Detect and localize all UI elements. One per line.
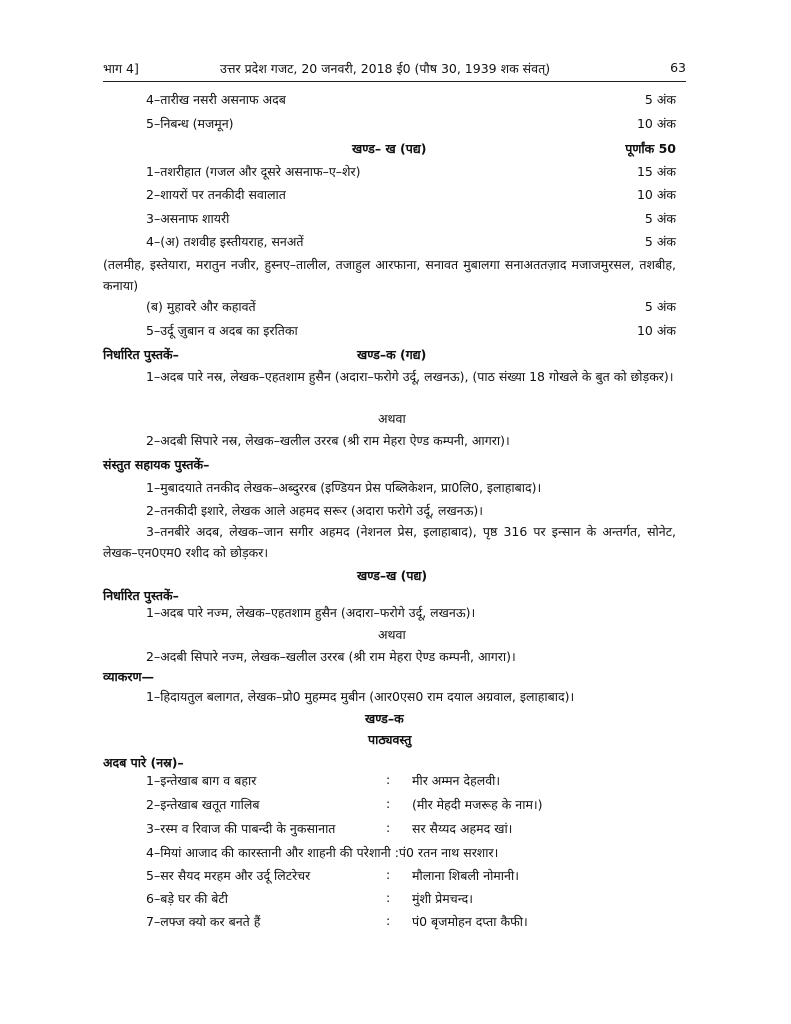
marks-row — [146, 186, 676, 204]
syllabus-item-author: सर सैय्यद अहमद खां। — [412, 821, 513, 836]
syllabus-item-title: 7–लफ्ज क्यो कर बनते हैं — [146, 914, 261, 929]
marks-row — [146, 298, 676, 316]
section-ka-title: खण्ड–क — [365, 711, 404, 726]
syllabus-item — [146, 844, 676, 862]
marks-row-text: 3–असनाफ शायरी — [146, 211, 230, 226]
section-ka-gadya-title: खण्ड–क (गद्य) — [357, 347, 427, 362]
recommended-books-heading: संस्तुत सहायक पुस्तकें– — [103, 457, 210, 472]
syllabus-item-title: 5–सर सैयद मरहम और उर्दू लिटरेचर — [146, 868, 311, 883]
athva-separator: अथवा — [378, 411, 406, 426]
section-kha-total: पूर्णांक 50 — [625, 141, 676, 156]
syllabus-item-title: 6–बड़े घर की बेटी — [146, 891, 228, 906]
grammar-heading: व्याकरण— — [103, 669, 155, 684]
header-part-label: भाग 4] — [103, 61, 139, 76]
marks-row-text: 4–(अ) तशवीह इस्तीयराह, सनअतें — [146, 234, 304, 249]
prescribed-books-heading: निर्धारित पुस्तकें– — [103, 347, 179, 362]
marks-row-text: 5–उर्दू ज़ुबान व अदब का इरतिका — [146, 323, 298, 338]
marks-row — [146, 322, 676, 340]
prescribed-books-heading-2: निर्धारित पुस्तकें– — [103, 588, 179, 603]
header-page-number: 63 — [670, 60, 686, 75]
syllabus-item-colon: : — [386, 796, 391, 811]
marks-row — [146, 91, 676, 109]
marks-row-marks: 5 अंक — [644, 299, 676, 314]
syllabus-item-author: मीर अम्मन देहलवी। — [412, 773, 501, 788]
marks-row-text: (ब) मुहावरे और कहावतें — [146, 299, 256, 314]
padya-book-2: 2–अदबी सिपारे नज्म, लेखक–खलील उररब (श्री राम मेहरा ऐण्ड कम्पनी, आगरा)। — [146, 649, 516, 664]
syllabus-item-colon: : — [386, 890, 391, 905]
marks-row-text: 5–निबन्ध (मजमून) — [146, 116, 234, 131]
syllabus-item — [146, 796, 676, 814]
marks-row — [146, 233, 676, 251]
syllabus-item-title: 1–इन्तेखाब बाग व बहार — [146, 773, 257, 788]
syllabus-item-author: पं0 बृजमोहन दप्ता कैफी। — [412, 914, 528, 929]
marks-row-marks: 10 अंक — [636, 116, 676, 131]
header-rule — [103, 81, 686, 82]
prescribed-book-1: 1–अदब पारे नस्र, लेखक–एहतशाम हुसैन (अदारा–फरोगे उर्दू, लखनऊ), (पाठ संख्या 18 गोखले के बुत को छोड़कर)। — [146, 369, 674, 384]
syllabus-item — [146, 913, 676, 931]
syllabus-item-colon: : — [386, 820, 391, 835]
marks-row-text: 2–शायरों पर तनकीदी सवालात — [146, 187, 286, 202]
marks-row-marks: 5 अंक — [644, 92, 676, 107]
syllabus-item-colon: : — [386, 913, 391, 928]
marks-row-text: 1–तशरीहात (गजल और दूसरे असनाफ–ए–शेर) — [146, 164, 361, 179]
syllabus-item-author: मुंशी प्रेमचन्द। — [412, 891, 473, 906]
adab-pare-heading: अदब पारे (नस्र)– — [103, 755, 184, 770]
page-header — [103, 60, 686, 78]
figures-of-speech-list: (तलमीह, इस्तेयारा, मरातुन नजीर, हुस्नए–तालील, तजाहुल आरफाना, सनावत मुबालगा सनाअततज़ाद मजाजमुरसल, तशबीह, कनाया) — [103, 257, 676, 293]
syllabus-item-colon: : — [386, 772, 391, 787]
syllabus-item — [146, 772, 676, 790]
athva-separator-2: अथवा — [378, 627, 406, 642]
syllabus-item-title: 3–रस्म व रिवाज की पाबन्दी के नुकसानात — [146, 821, 336, 836]
marks-row-marks: 15 अंक — [636, 164, 676, 179]
prescribed-book-2: 2–अदबी सिपारे नस्र, लेखक–खलील उररब (श्री राम मेहरा ऐण्ड कम्पनी, आगरा)। — [146, 433, 510, 448]
recommended-book-1: 1–मुबादयाते तनकीद लेखक–अब्दुररब (इण्डियन प्रेस पब्लिकेशन, प्रा0लि0, इलाहाबाद)। — [146, 480, 542, 495]
marks-row — [146, 210, 676, 228]
section-kha-padya-title-2: खण्ड–ख (पद्य) — [357, 568, 428, 583]
syllabus-item-title: 2–इन्तेखाब खतूत गालिब — [146, 797, 260, 812]
syllabus-item-author: (मीर मेहदी मजरूह के नाम।) — [412, 797, 543, 812]
marks-row-marks: 5 अंक — [644, 211, 676, 226]
syllabus-item — [146, 890, 676, 908]
marks-row-marks: 10 अंक — [636, 187, 676, 202]
marks-row-marks: 10 अंक — [636, 323, 676, 338]
padya-book-1: 1–अदब पारे नज्म, लेखक–एहतशाम हुसैन (अदारा–फरोगे उर्दू, लखनऊ)। — [146, 605, 476, 620]
section-kha-padya-title: खण्ड– ख (पद्य) — [352, 141, 427, 156]
recommended-book-2: 2–तनकीदी इशारे, लेखक आले अहमद सरूर (अदारा फरोगे उर्दू, लखनऊ)। — [146, 503, 484, 518]
syllabus-item-colon: : — [386, 867, 391, 882]
marks-row — [146, 115, 676, 133]
marks-row — [146, 163, 676, 181]
header-gazette-title: उत्तर प्रदेश गजट, 20 जनवरी, 2018 ई0 (पौष 30, 1939 शक संवत्) — [220, 61, 551, 76]
grammar-book: 1–हिदायतुल बलागत, लेखक–प्रो0 मुहम्मद मुबीन (आर0एस0 राम दयाल अग्रवाल, इलाहाबाद)। — [146, 689, 575, 704]
marks-row-text: 4–तारीख नसरी असनाफ अदब — [146, 92, 286, 107]
recommended-book-3: 3–तनबीरे अदब, लेखक–जान सगीर अहमद (नेशनल प्रेस, इलाहाबाद), पृष्ठ 316 पर इन्सान के अन्तर्गत, सोनेट, लेखक–एन0एम0 रशीद को छोड़कर। — [103, 524, 676, 560]
syllabus-title: पाठ्यवस्तु — [368, 732, 412, 747]
syllabus-item — [146, 867, 676, 885]
syllabus-item-author: मौलाना शिबली नोमानी। — [412, 868, 519, 883]
marks-row-marks: 5 अंक — [644, 234, 676, 249]
syllabus-item-title: 4–मियां आजाद की कारस्तानी और शाहनी की परेशानी :पं0 रतन नाथ सरशार। — [146, 845, 499, 860]
syllabus-item — [146, 820, 676, 838]
